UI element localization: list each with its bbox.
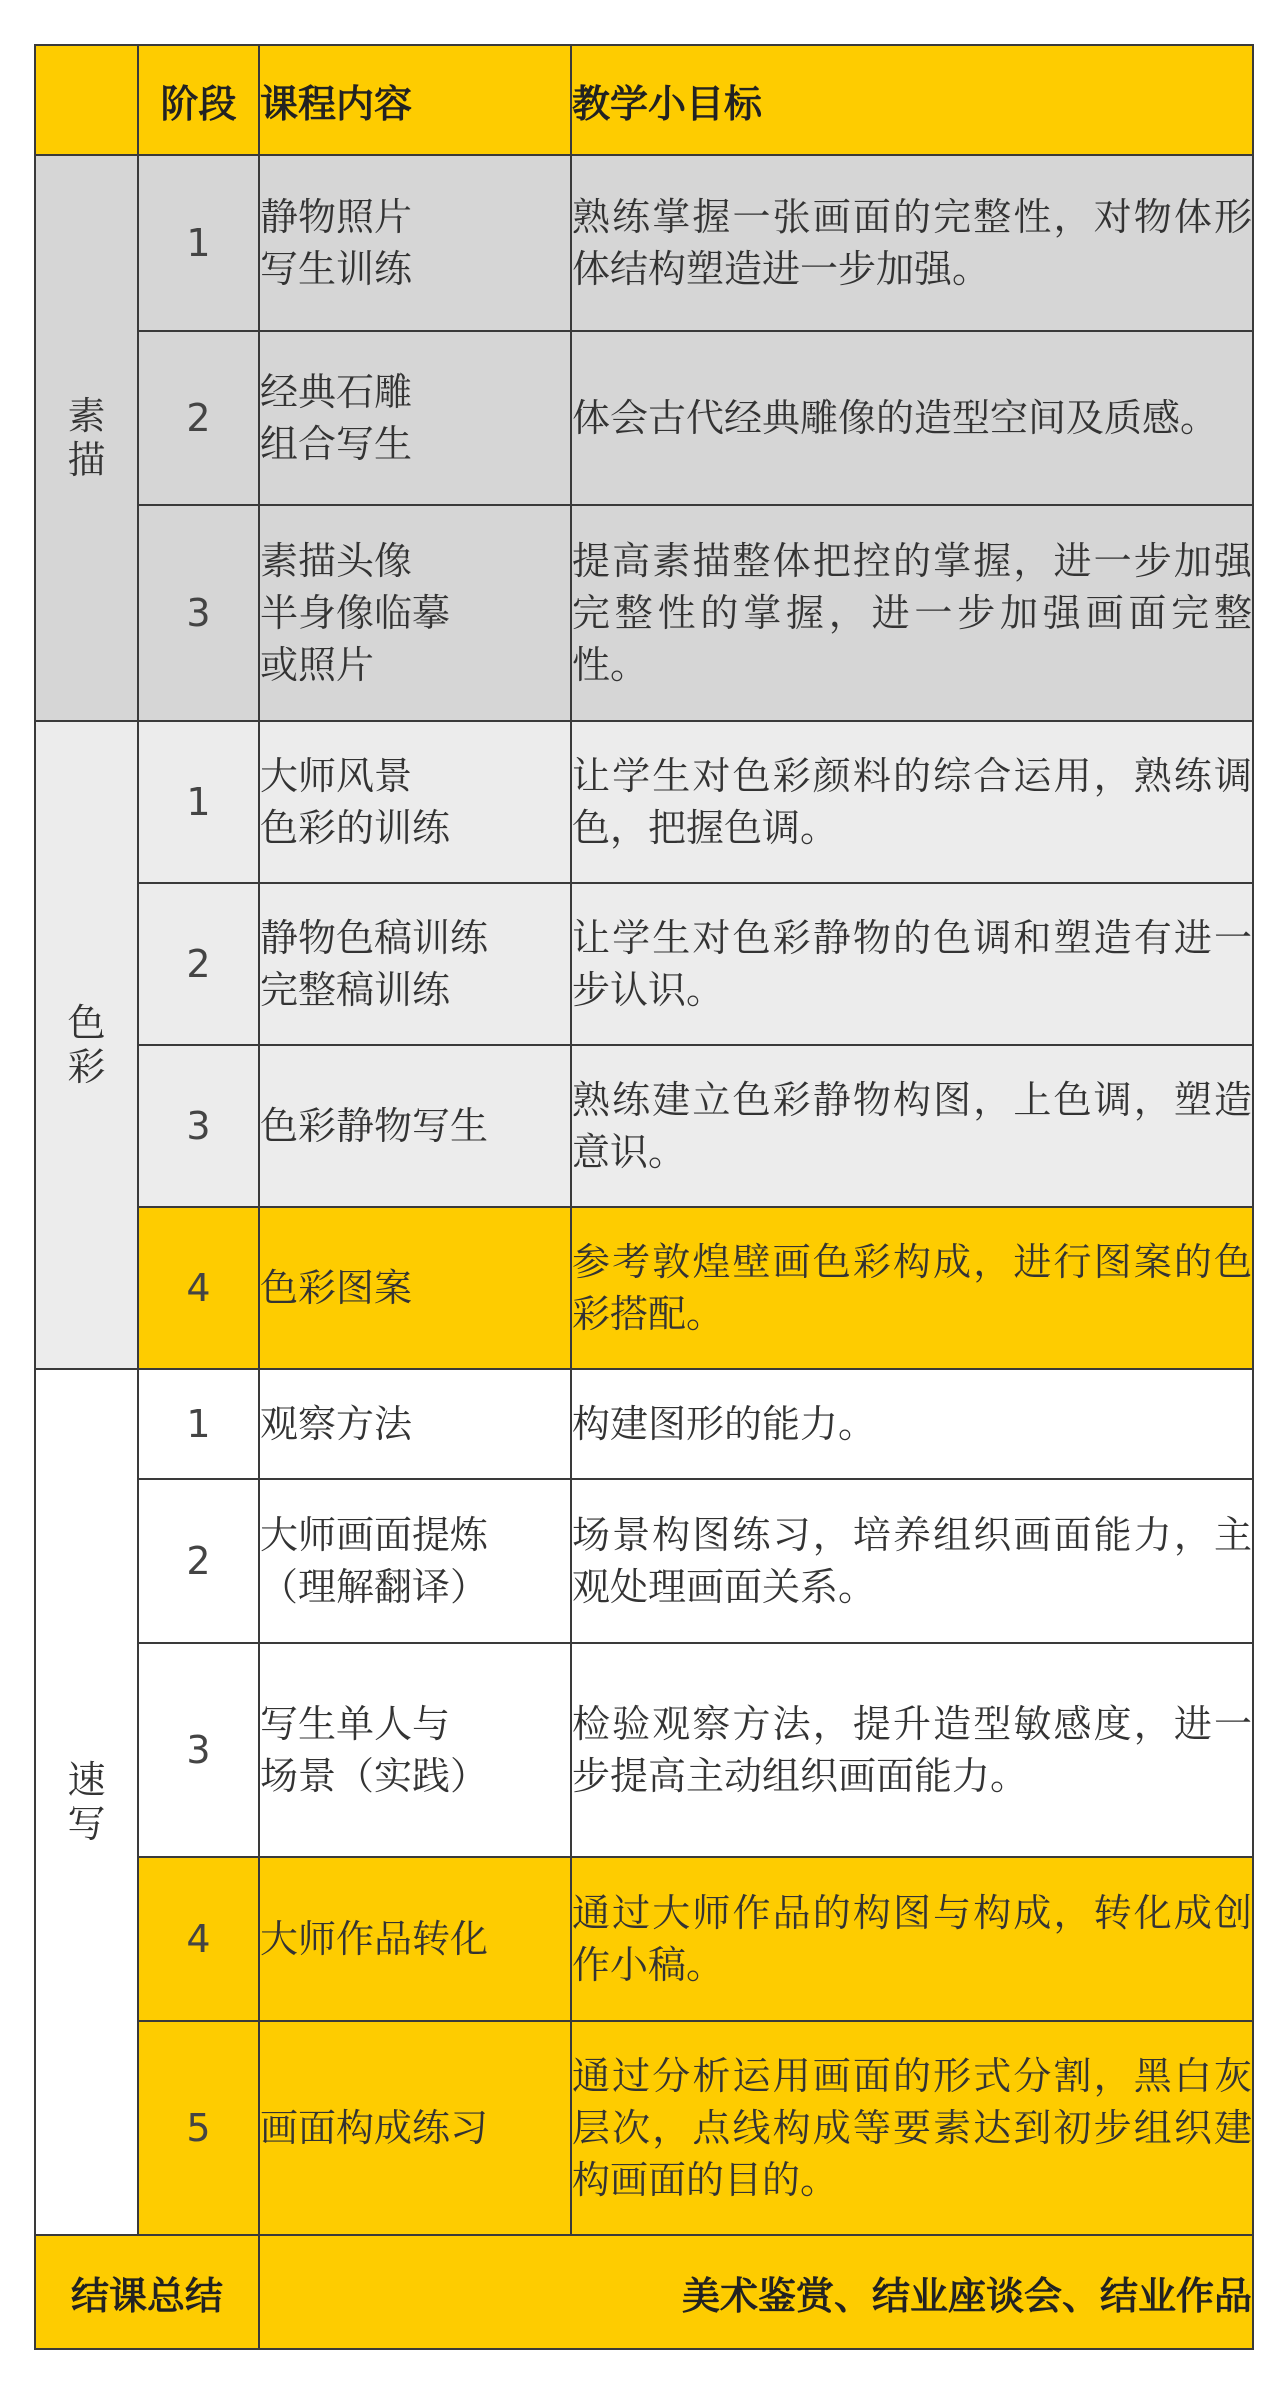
- stage-number: 4: [138, 1207, 259, 1369]
- table-row: [35, 1479, 1253, 1643]
- stage-number: 2: [138, 883, 259, 1045]
- teaching-goal: 检验观察方法，提升造型敏感度，进一步提高主动组织画面能力。: [571, 1643, 1253, 1857]
- teaching-goal: 参考敦煌壁画色彩构成，进行图案的色彩搭配。: [571, 1207, 1253, 1369]
- header-category: [35, 45, 138, 155]
- course-content: 静物色稿训练 完整稿训练: [259, 883, 571, 1045]
- summary-value: 美术鉴赏、结业座谈会、结业作品: [259, 2235, 1253, 2349]
- teaching-goal: 构建图形的能力。: [571, 1369, 1253, 1479]
- header-goal: 教学小目标: [571, 45, 1253, 155]
- course-content: 观察方法: [259, 1369, 571, 1479]
- stage-number: 1: [138, 721, 259, 883]
- course-content: 写生单人与 场景（实践）: [259, 1643, 571, 1857]
- table-header-row: [35, 45, 1253, 155]
- summary-label: 结课总结: [35, 2235, 259, 2349]
- table-row: [35, 331, 1253, 505]
- teaching-goal: 体会古代经典雕像的造型空间及质感。: [571, 331, 1253, 505]
- stage-number: 2: [138, 1479, 259, 1643]
- course-table: [34, 44, 1254, 2350]
- header-content: 课程内容: [259, 45, 571, 155]
- table-row: [35, 1857, 1253, 2021]
- stage-number: 4: [138, 1857, 259, 2021]
- table-row: [35, 721, 1253, 883]
- table-row: [35, 883, 1253, 1045]
- stage-number: 3: [138, 1643, 259, 1857]
- course-content: 大师画面提炼 （理解翻译）: [259, 1479, 571, 1643]
- course-content: 大师风景 色彩的训练: [259, 721, 571, 883]
- stage-number: 3: [138, 1045, 259, 1207]
- category-cell-sketch: [35, 155, 138, 721]
- stage-number: 3: [138, 505, 259, 721]
- teaching-goal: 熟练掌握一张画面的完整性，对物体形体结构塑造进一步加强。: [571, 155, 1253, 331]
- course-content: 色彩静物写生: [259, 1045, 571, 1207]
- teaching-goal: 通过分析运用画面的形式分割，黑白灰层次，点线构成等要素达到初步组织建构画面的目的。: [571, 2021, 1253, 2235]
- teaching-goal: 提高素描整体把控的掌握，进一步加强完整性的掌握，进一步加强画面完整性。: [571, 505, 1253, 721]
- table-row: [35, 1045, 1253, 1207]
- stage-number: 1: [138, 155, 259, 331]
- teaching-goal: 场景构图练习，培养组织画面能力，主观处理画面关系。: [571, 1479, 1253, 1643]
- teaching-goal: 让学生对色彩静物的色调和塑造有进一步认识。: [571, 883, 1253, 1045]
- stage-number: 1: [138, 1369, 259, 1479]
- course-content: 大师作品转化: [259, 1857, 571, 2021]
- table-row: [35, 1643, 1253, 1857]
- stage-number: 5: [138, 2021, 259, 2235]
- table-row: [35, 1369, 1253, 1479]
- teaching-goal: 让学生对色彩颜料的综合运用，熟练调色，把握色调。: [571, 721, 1253, 883]
- category-label: 素描: [67, 394, 106, 482]
- course-content: 经典石雕 组合写生: [259, 331, 571, 505]
- teaching-goal: 通过大师作品的构图与构成，转化成创作小稿。: [571, 1857, 1253, 2021]
- table-row: [35, 1207, 1253, 1369]
- header-stage: 阶段: [138, 45, 259, 155]
- summary-row: [35, 2235, 1253, 2349]
- course-content: 素描头像 半身像临摹 或照片: [259, 505, 571, 721]
- category-label: 色彩: [67, 1001, 106, 1089]
- course-content: 静物照片 写生训练: [259, 155, 571, 331]
- course-content: 画面构成练习: [259, 2021, 571, 2235]
- category-cell-color: [35, 721, 138, 1369]
- table-row: [35, 505, 1253, 721]
- table-row: [35, 155, 1253, 331]
- category-cell-quick-sketch: [35, 1369, 138, 2235]
- category-label: 速写: [67, 1758, 106, 1846]
- stage-number: 2: [138, 331, 259, 505]
- teaching-goal: 熟练建立色彩静物构图，上色调，塑造意识。: [571, 1045, 1253, 1207]
- course-content: 色彩图案: [259, 1207, 571, 1369]
- table-row: [35, 2021, 1253, 2235]
